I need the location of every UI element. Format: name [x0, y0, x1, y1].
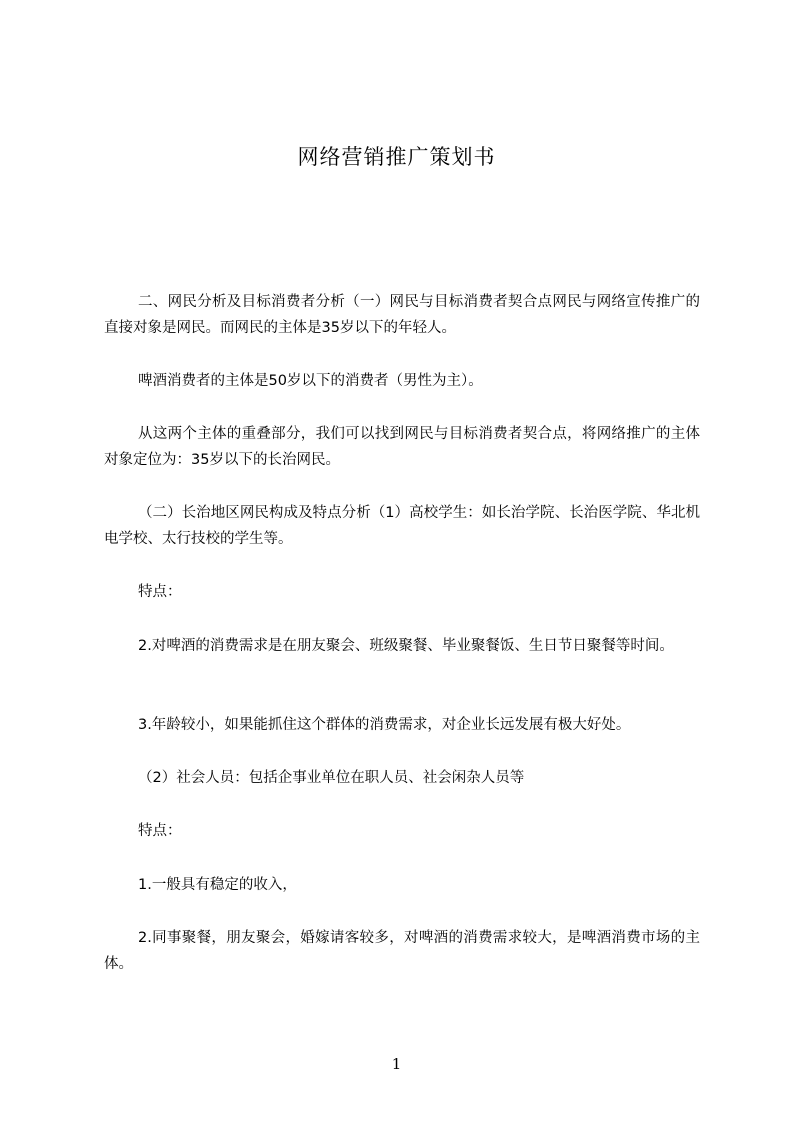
paragraph-beer-consumers: 啤酒消费者的主体是50岁以下的消费者（男性为主）。 [138, 373, 483, 389]
paragraph-feature-1-social: 1.一般具有稳定的收入， [138, 877, 297, 893]
paragraph-social-people: （2）社会人员：包括企事业单位在职人员、社会闲杂人员等 [138, 770, 525, 786]
page-number: 1 [391, 1055, 402, 1073]
paragraph-netizen-analysis: 二、网民分析及目标消费者分析（一）网民与目标消费者契合点网民与网络宣传推广的直接对象是网民。而网民的主体是35岁以下的年轻人。 [104, 294, 700, 336]
document-title: 网络营销推广策划书 [297, 145, 496, 169]
paragraph-feature-2-students: 2.对啤酒的消费需求是在朋友聚会、班级聚餐、毕业聚餐饭、生日节日聚餐等时间。 [138, 638, 674, 654]
paragraph-feature-3-students: 3.年龄较小，如果能抓住这个群体的消费需求，对企业长远发展有极大好处。 [138, 717, 631, 733]
paragraph-feature-2-social: 2.同事聚餐，朋友聚会，婚嫁请客较多，对啤酒的消费需求较大，是啤酒消费市场的主体。 [104, 930, 700, 972]
paragraph-features-label-1: 特点： [138, 584, 182, 600]
paragraph-features-label-2: 特点： [138, 823, 182, 839]
paragraph-changzhi-netizens: （二）长治地区网民构成及特点分析（1）高校学生：如长治学院、长治医学院、华北机电学校、太行技校的学生等。 [104, 505, 700, 547]
paragraph-overlap: 从这两个主体的重叠部分，我们可以找到网民与目标消费者契合点，将网络推广的主体对象定位为：35岁以下的长治网民。 [104, 426, 700, 468]
